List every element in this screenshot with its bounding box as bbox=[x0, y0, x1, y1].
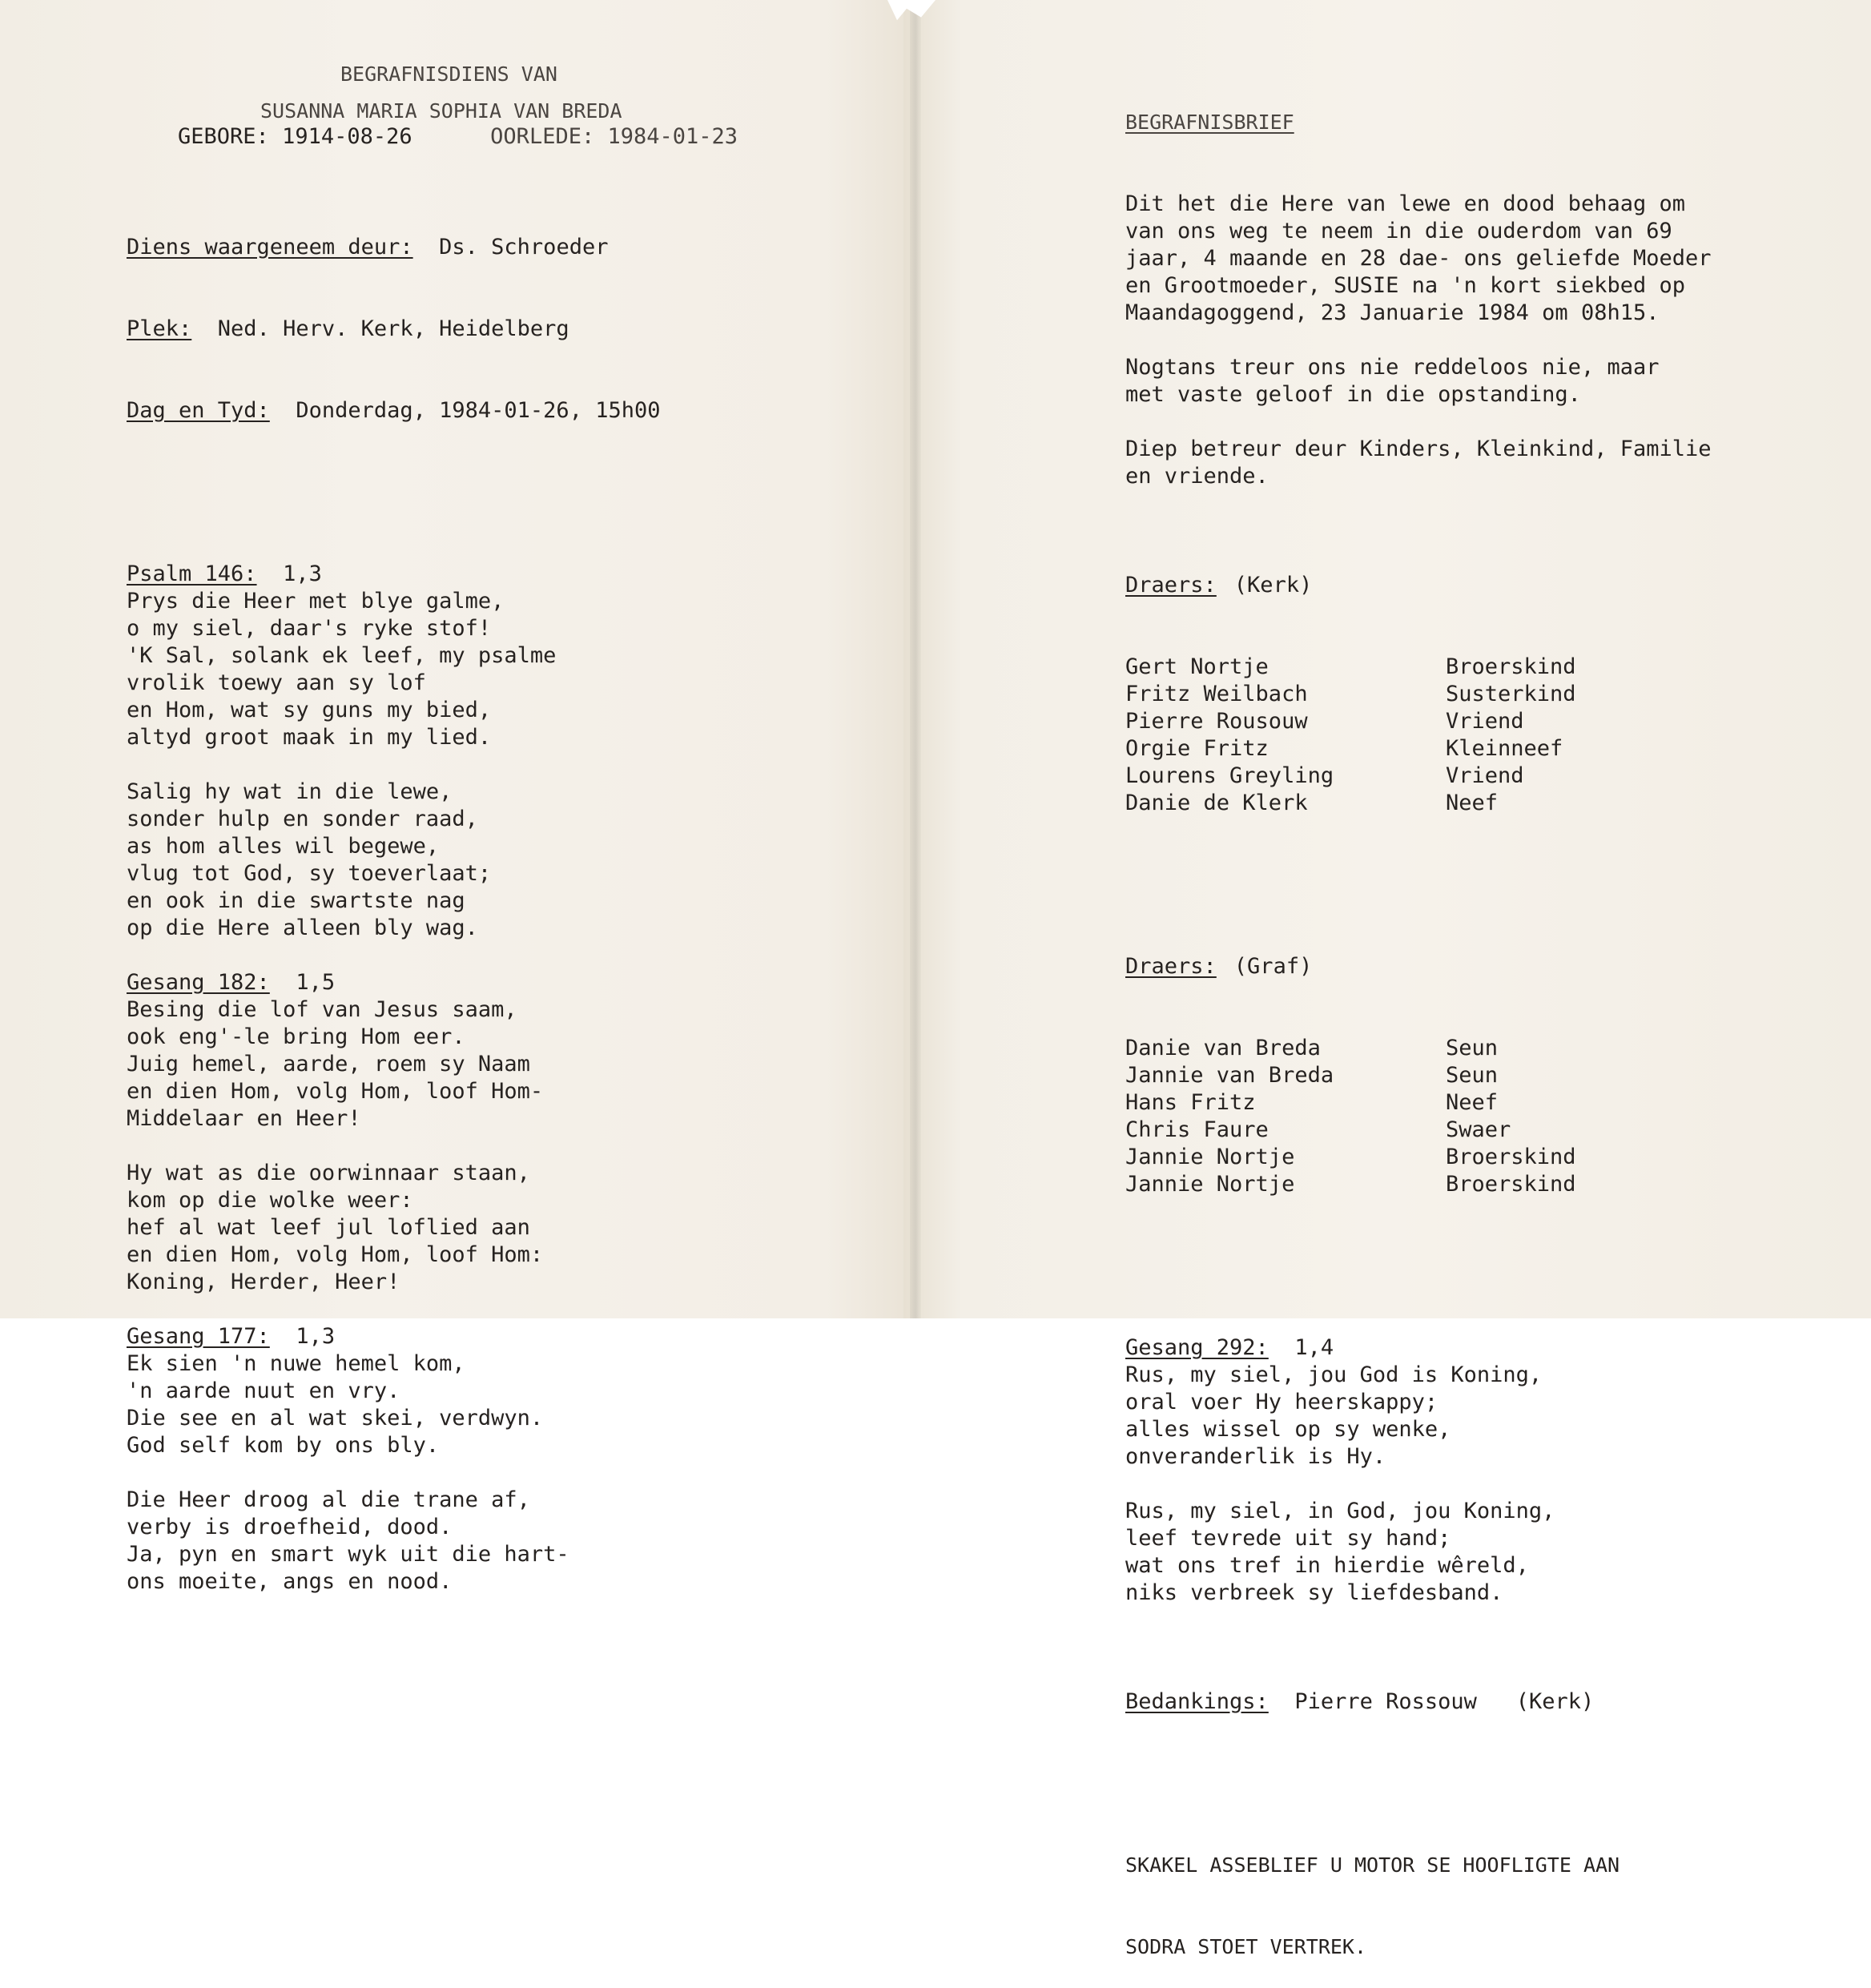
blank-line bbox=[127, 1459, 660, 1487]
deceased-name: SUSANNA MARIA SOPHIA VAN BREDA bbox=[260, 99, 622, 123]
hymn-line: God self kom by ons bly. bbox=[127, 1433, 440, 1458]
bearers-church-place: (Kerk) bbox=[1233, 573, 1313, 598]
bearer-row bbox=[1125, 681, 1712, 708]
bearer-relation: Seun bbox=[1446, 1063, 1499, 1088]
bearer-relation: Vriend bbox=[1446, 709, 1524, 734]
blank-line bbox=[1125, 408, 1712, 436]
hymn-line: niks verbreek sy liefdesband. bbox=[1125, 1580, 1503, 1605]
hymn-verses: 1,3 bbox=[296, 1324, 336, 1349]
place-label: Plek: bbox=[127, 316, 192, 341]
letter-line: van ons weg te neem in die ouderdom van 69 bbox=[1125, 219, 1672, 243]
hymn-line: en dien Hom, volg Hom, loof Hom: bbox=[127, 1242, 544, 1267]
bearer-name: Gert Nortje bbox=[1125, 654, 1269, 679]
bearers-grave-label: Draers: bbox=[1125, 954, 1217, 979]
hymn-line: vrolik toewy aan sy lof bbox=[127, 670, 426, 695]
hymn-block bbox=[127, 561, 660, 969]
hymn-line: en dien Hom, volg Hom, loof Hom- bbox=[127, 1079, 544, 1104]
place: Ned. Herv. Kerk, Heidelberg bbox=[217, 316, 569, 341]
hymn-stanza bbox=[1125, 1498, 1712, 1607]
letter-title-line bbox=[1125, 109, 1712, 136]
bearer-row bbox=[1125, 1035, 1712, 1062]
hymn-label: Gesang 182: bbox=[127, 970, 270, 995]
hymn-line: en ook in die swartste nag bbox=[127, 888, 465, 913]
letter-paragraph bbox=[1125, 436, 1712, 490]
left-hymns bbox=[127, 561, 660, 1623]
bearers-grave-place: (Graf) bbox=[1233, 954, 1313, 979]
hymn-line: hef al wat leef jul loflied aan bbox=[127, 1215, 530, 1240]
hymn-line: oral voer Hy heerskappy; bbox=[1125, 1390, 1438, 1415]
blank-line bbox=[127, 1296, 660, 1323]
officiant: Ds. Schroeder bbox=[439, 235, 609, 260]
hymn-heading bbox=[127, 1323, 660, 1350]
hymn-stanza bbox=[127, 1350, 660, 1459]
hymn-line: op die Here alleen bly wag. bbox=[127, 916, 478, 940]
bearers-church-heading bbox=[1125, 572, 1712, 599]
hymn-verses: 1,3 bbox=[283, 561, 322, 586]
born-label: GEBORE: bbox=[178, 124, 269, 149]
life-dates bbox=[178, 124, 738, 149]
hymn-line: Koning, Herder, Heer! bbox=[127, 1270, 400, 1294]
bearer-name: Chris Faure bbox=[1125, 1117, 1269, 1142]
bearer-relation: Vriend bbox=[1446, 763, 1524, 788]
hymn-line: Middelaar en Heer! bbox=[127, 1106, 361, 1131]
bearer-relation: Swaer bbox=[1446, 1117, 1511, 1142]
bearer-relation: Neef bbox=[1446, 1090, 1499, 1115]
hymn-line: onveranderlik is Hy. bbox=[1125, 1444, 1386, 1469]
hymn-line: altyd groot maak in my lied. bbox=[127, 725, 492, 750]
hymn-line: alles wissel op sy wenke, bbox=[1125, 1417, 1451, 1442]
letter-line: en vriende. bbox=[1125, 464, 1269, 489]
hymn-line: Juig hemel, aarde, roem sy Naam bbox=[127, 1052, 530, 1076]
blank-line bbox=[127, 1596, 660, 1623]
blank-line bbox=[1125, 1607, 1712, 1634]
hymn-line: ons moeite, angs en nood. bbox=[127, 1569, 453, 1594]
datetime-label: Dag en Tyd: bbox=[127, 398, 270, 423]
bearer-name: Jannie Nortje bbox=[1125, 1145, 1295, 1169]
hymn-line: en Hom, wat sy guns my bied, bbox=[127, 698, 492, 722]
hymn-stanza bbox=[127, 588, 660, 751]
bearer-name: Orgie Fritz bbox=[1125, 736, 1269, 761]
place-line bbox=[127, 316, 660, 343]
funeral-letter bbox=[1125, 191, 1712, 517]
bearer-row bbox=[1125, 763, 1712, 790]
bearer-row bbox=[1125, 1089, 1712, 1117]
thanks-label: Bedankings: bbox=[1125, 1689, 1269, 1714]
born-date: 1914-08-26 bbox=[282, 124, 412, 149]
hymn-stanza bbox=[1125, 1362, 1712, 1471]
hymn-label: Gesang 177: bbox=[127, 1324, 270, 1349]
letter-line: Dit het die Here van lewe en dood behaag om bbox=[1125, 191, 1685, 216]
bearer-relation: Kleinneef bbox=[1446, 736, 1563, 761]
hymn-line: Die Heer droog al die trane af, bbox=[127, 1487, 530, 1512]
hymn-stanza bbox=[127, 1160, 660, 1296]
bearers-church-label: Draers: bbox=[1125, 573, 1217, 598]
bearer-row bbox=[1125, 1171, 1712, 1198]
blank-line bbox=[127, 942, 660, 969]
bearers-church-list bbox=[1125, 654, 1712, 817]
hymn-block bbox=[127, 1323, 660, 1623]
bearer-name: Fritz Weilbach bbox=[1125, 682, 1308, 706]
letter-line: Diep betreur deur Kinders, Kleinkind, Familie bbox=[1125, 437, 1712, 461]
hymn-stanza bbox=[127, 779, 660, 942]
hymn-line: Hy wat as die oorwinnaar staan, bbox=[127, 1161, 530, 1185]
bearer-row bbox=[1125, 1062, 1712, 1089]
hymn-line: 'n aarde nuut en vry. bbox=[127, 1378, 400, 1403]
bearer-name: Lourens Greyling bbox=[1125, 763, 1334, 788]
hymn-line: sonder hulp en sonder raad, bbox=[127, 807, 478, 831]
hymn-line: vlug tot God, sy toeverlaat; bbox=[127, 861, 492, 886]
hymn-line: 'K Sal, solank ek leef, my psalme bbox=[127, 643, 557, 668]
bearer-relation: Broerskind bbox=[1446, 1145, 1576, 1169]
bearer-row bbox=[1125, 708, 1712, 735]
bearer-name: Danie de Klerk bbox=[1125, 791, 1308, 815]
letter-paragraph bbox=[1125, 354, 1712, 408]
thanks-line bbox=[1125, 1688, 1712, 1716]
bearer-name: Jannie Nortje bbox=[1125, 1172, 1295, 1197]
right-body bbox=[1125, 54, 1712, 1988]
bearer-name: Jannie van Breda bbox=[1125, 1063, 1334, 1088]
page-fold bbox=[910, 0, 921, 1332]
hymn-line: Salig hy wat in die lewe, bbox=[127, 779, 453, 804]
hymn-heading bbox=[127, 969, 660, 996]
bearer-name: Pierre Rousouw bbox=[1125, 709, 1308, 734]
bearers-grave-list bbox=[1125, 1035, 1712, 1198]
datetime: Donderdag, 1984-01-26, 15h00 bbox=[296, 398, 661, 423]
hymn-line: wat ons tref in hierdie wêreld, bbox=[1125, 1553, 1529, 1578]
officiant-line bbox=[127, 234, 660, 261]
hymn-line: Ja, pyn en smart wyk uit die hart- bbox=[127, 1542, 569, 1567]
hymn-line: kom op die wolke weer: bbox=[127, 1188, 413, 1213]
hymn-line: verby is droefheid, dood. bbox=[127, 1515, 453, 1539]
hymn-heading bbox=[127, 561, 660, 588]
bearer-row bbox=[1125, 790, 1712, 817]
hymn-line: as hom alles wil begewe, bbox=[127, 834, 440, 859]
hymn-stanza bbox=[127, 1487, 660, 1596]
bearer-relation: Seun bbox=[1446, 1036, 1499, 1060]
letter-line: Maandagoggend, 23 Januarie 1984 om 08h15. bbox=[1125, 300, 1660, 325]
hymn-label: Gesang 292: bbox=[1125, 1335, 1269, 1360]
program-title: BEGRAFNISDIENS VAN bbox=[340, 62, 557, 86]
hymn-line: Ek sien 'n nuwe hemel kom, bbox=[127, 1351, 465, 1376]
letter-line: Nogtans treur ons nie reddeloos nie, maar bbox=[1125, 355, 1660, 380]
hymn-verses: 1,5 bbox=[296, 970, 336, 995]
left-body bbox=[127, 179, 660, 1650]
hymn-label: Psalm 146: bbox=[127, 561, 257, 586]
letter-paragraph bbox=[1125, 191, 1712, 327]
officiant-label: Diens waargeneem deur: bbox=[127, 235, 413, 260]
hymn-line: o my siel, daar's ryke stof! bbox=[127, 616, 492, 641]
hymn-stanza bbox=[127, 996, 660, 1133]
hymn-block bbox=[127, 969, 660, 1323]
thanks-name: Pierre Rossouw bbox=[1294, 1689, 1477, 1714]
bearer-relation: Susterkind bbox=[1446, 682, 1576, 706]
bearer-relation: Neef bbox=[1446, 791, 1499, 815]
thanks-place: (Kerk) bbox=[1515, 1689, 1595, 1714]
blank-line bbox=[127, 1133, 660, 1160]
bearer-relation: Broerskind bbox=[1446, 1172, 1576, 1197]
hymn-line: Besing die lof van Jesus saam, bbox=[127, 997, 517, 1022]
notice-line-1: SKAKEL ASSEBLIEF U MOTOR SE HOOFLIGTE AAN bbox=[1125, 1853, 1620, 1877]
bearer-row bbox=[1125, 735, 1712, 763]
died-label: OORLEDE: bbox=[490, 124, 595, 149]
hymn-line: ook eng'-le bring Hom eer. bbox=[127, 1024, 465, 1049]
bearer-row bbox=[1125, 1117, 1712, 1144]
hymn-line: Rus, my siel, in God, jou Koning, bbox=[1125, 1499, 1555, 1523]
hymn-line: leef tevrede uit sy hand; bbox=[1125, 1526, 1451, 1551]
notice-line-2: SODRA STOET VERTREK. bbox=[1125, 1935, 1367, 1958]
died-date: 1984-01-23 bbox=[607, 124, 738, 149]
hymn-line: Die see en al wat skei, verdwyn. bbox=[127, 1406, 544, 1431]
bearer-name: Hans Fritz bbox=[1125, 1090, 1256, 1115]
datetime-line bbox=[127, 397, 660, 425]
bearers-grave-heading bbox=[1125, 953, 1712, 980]
hymn-verses: 1,4 bbox=[1294, 1335, 1334, 1360]
bearer-name: Danie van Breda bbox=[1125, 1036, 1321, 1060]
letter-line: en Grootmoeder, SUSIE na 'n kort siekbed op bbox=[1125, 273, 1685, 298]
hymn-line: Prys die Heer met blye galme, bbox=[127, 589, 505, 614]
right-hymn bbox=[1125, 1334, 1712, 1634]
hymn-line: Rus, my siel, jou God is Koning, bbox=[1125, 1362, 1543, 1387]
bearer-relation: Broerskind bbox=[1446, 654, 1576, 679]
bearer-row bbox=[1125, 654, 1712, 681]
blank-line bbox=[1125, 490, 1712, 517]
letter-line: met vaste geloof in die opstanding. bbox=[1125, 382, 1581, 407]
blank-line bbox=[1125, 327, 1712, 354]
blank-line bbox=[127, 751, 660, 779]
letter-line: jaar, 4 maande en 28 dae- ons geliefde Moeder bbox=[1125, 246, 1712, 271]
hymn-heading bbox=[1125, 1334, 1712, 1362]
bearer-row bbox=[1125, 1144, 1712, 1171]
letter-title: BEGRAFNISBRIEF bbox=[1125, 111, 1294, 134]
blank-line bbox=[1125, 1471, 1712, 1498]
